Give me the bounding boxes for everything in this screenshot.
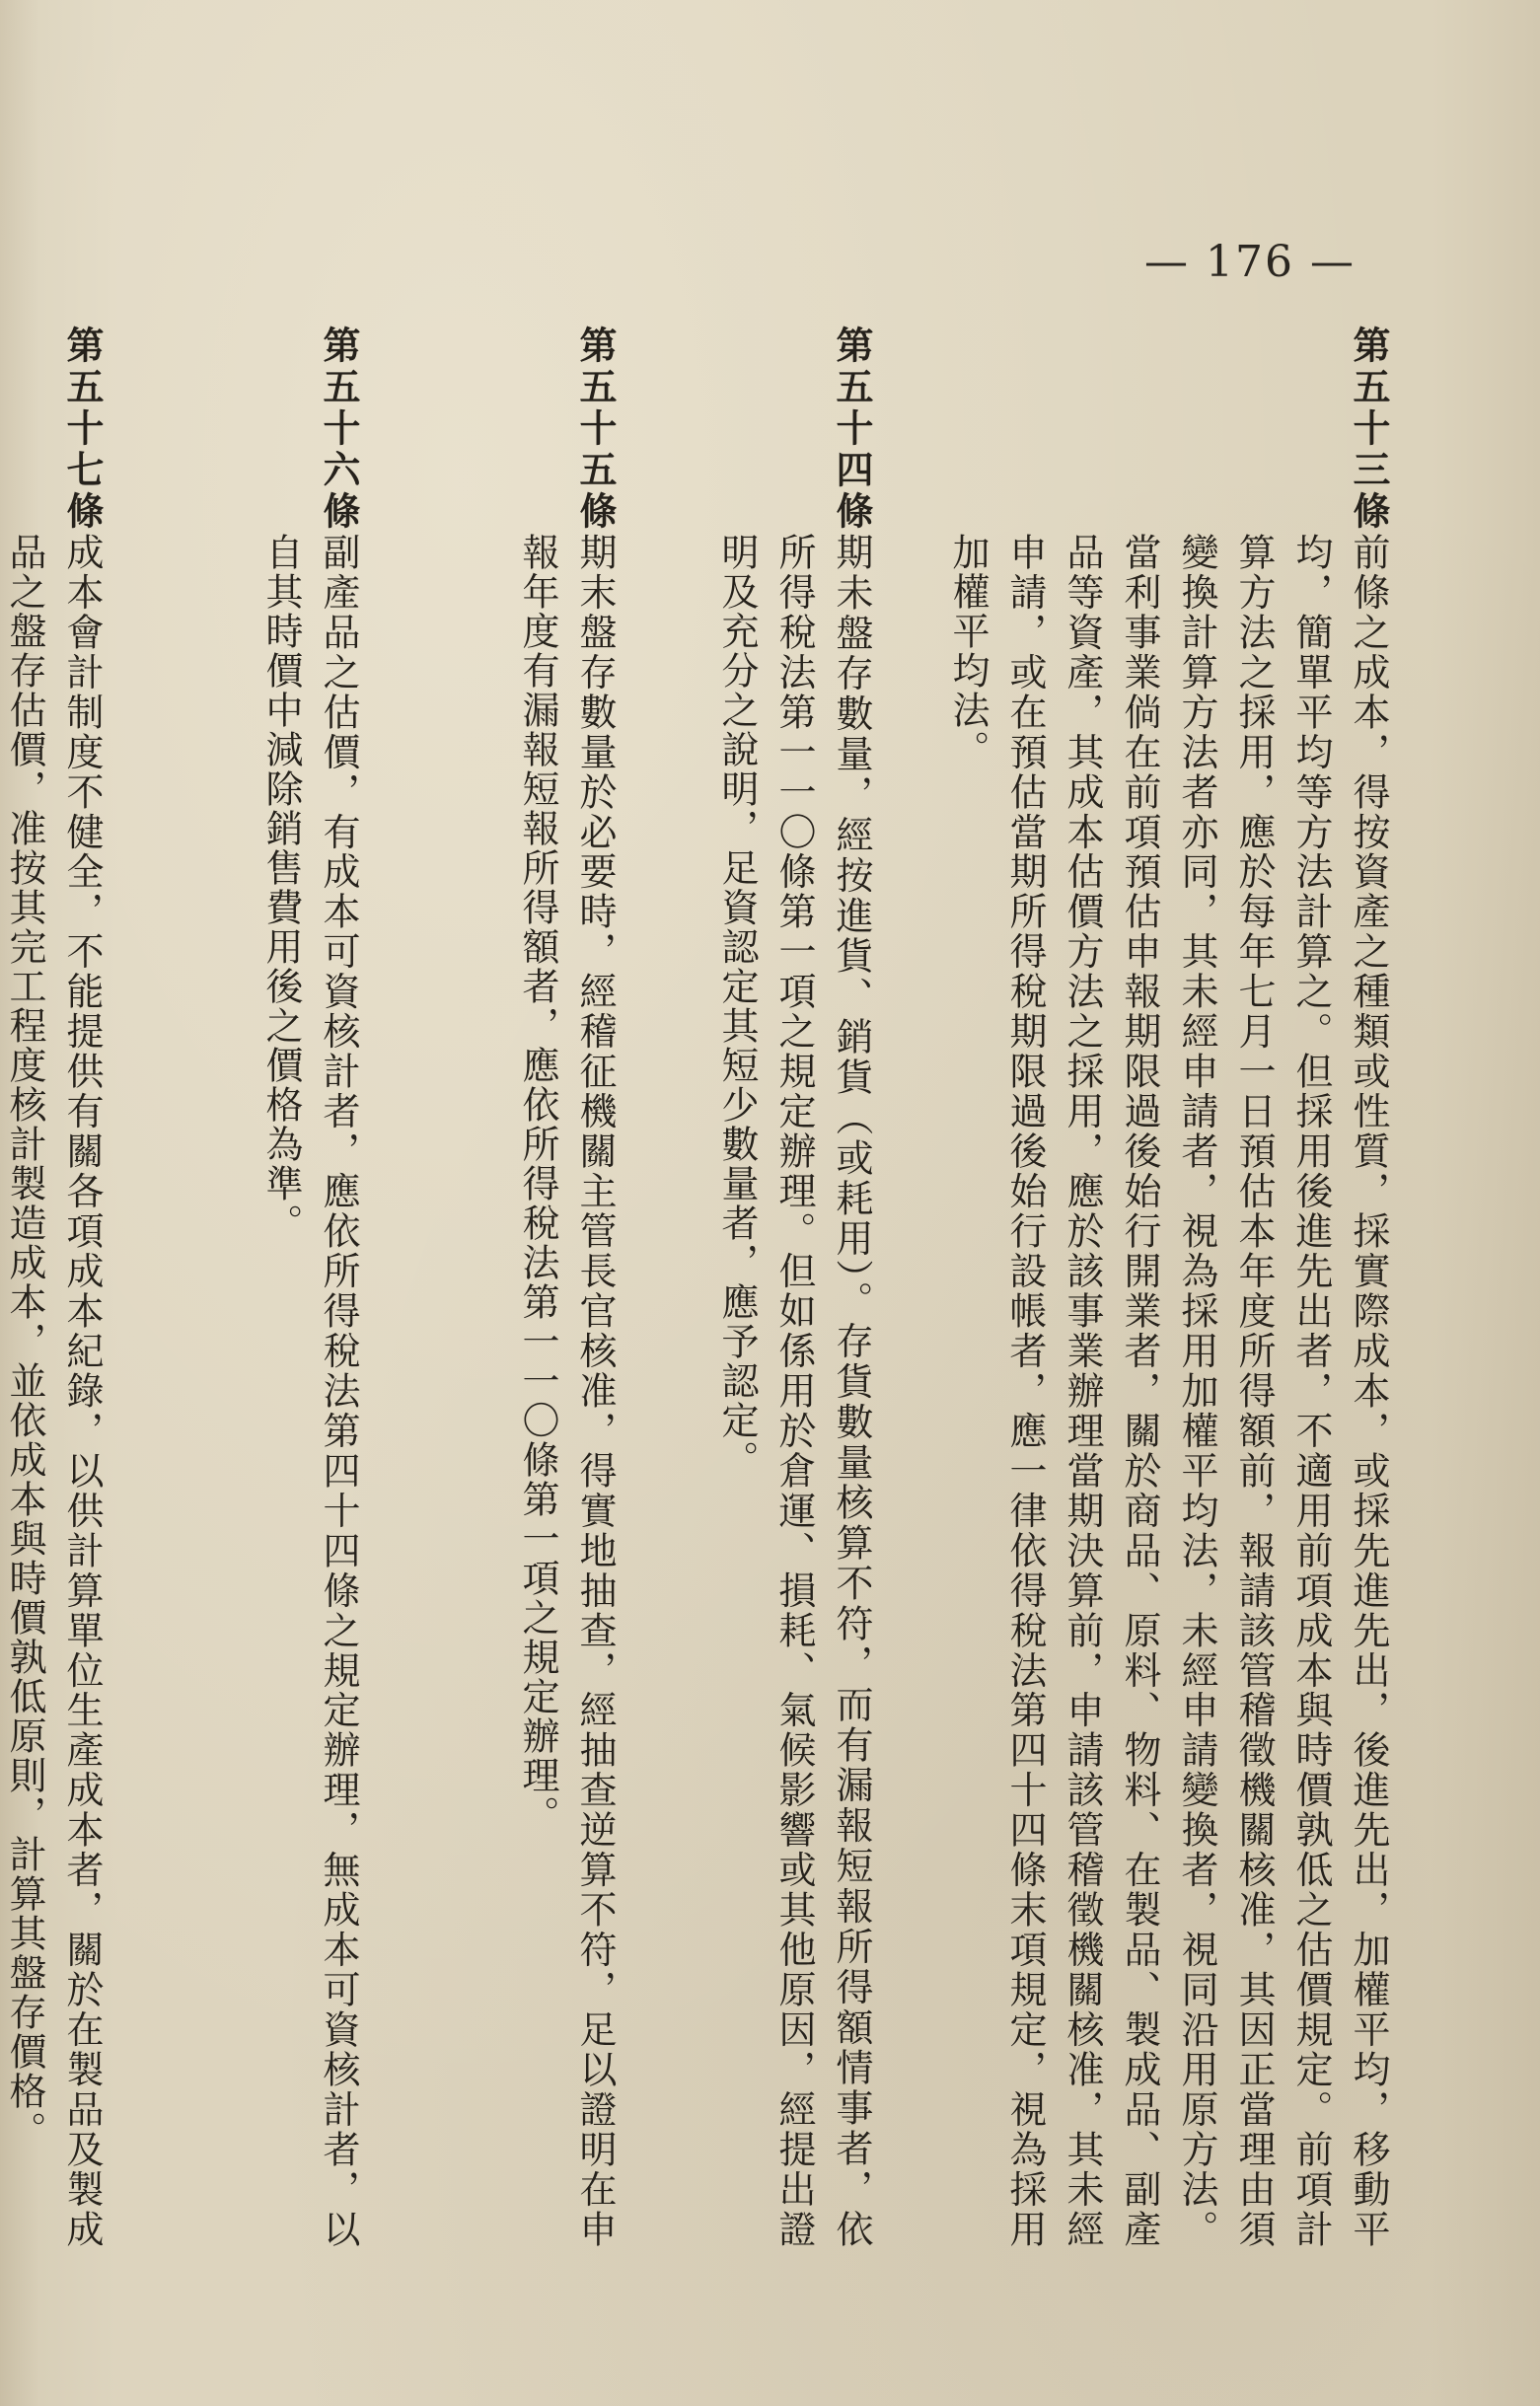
article-label: 第五十六條 bbox=[317, 326, 361, 533]
article-body: 期末盤存數量於必要時，經稽征機關主管長官核准，得實地抽查，經抽查逆算不符，足以證明在申報年度有漏報短報所得額者，應依所得稅法第一一〇條第一項之規定辦理。 bbox=[516, 533, 617, 2249]
page-number: — 176 — bbox=[1144, 237, 1356, 287]
article-55 bbox=[426, 326, 623, 2249]
article-label: 第五十五條 bbox=[573, 326, 618, 533]
article-body: 成本會計制度不健全，不能提供有關各項成本紀錄，以供計算單位生產成本者，關於在製品及製成品之盤存估價，准按其完工程度核計製造成本，並依成本與時價孰低原則，計算其盤存價格。 bbox=[3, 533, 104, 2249]
regulation-text bbox=[0, 326, 1397, 2249]
article-label: 第五十七條 bbox=[60, 326, 105, 533]
article-53 bbox=[939, 326, 1397, 2249]
article-label: 第五十四條 bbox=[830, 326, 874, 533]
article-54 bbox=[683, 326, 880, 2249]
article-body: 前條之成本，得按資產之種類或性質，採實際成本，或採先進先出，後進先出，加權平均，移動平均，簡單平均等方法計算之。但採用後進先出者，不適用前項成本與時價孰低之估價規定。前項計算方法之採用，應於每年七月一日預估本年度所得額前，報請該管稽徵機關核准，其因正當理由須變換計算方法者亦同，其未經申請者，視為採用加權平均法，未經申請變換者，視同沿用原方法。當利事業倘在前項預估申報期限過後始行開業者，關於商品、原料、物料、在製品、製成品、副產品等資產，其成本估價方法之採用，應於該事業辦理當期決算前，申請該管稽徵機關核准，其未經申請，或在預估當期所得稅期限過後始行設帳者，應一律依得稅法第四十四條末項規定，視為採用加權平均法。 bbox=[946, 533, 1390, 2249]
article-label: 第五十三條 bbox=[1347, 326, 1391, 533]
article-body: 副產品之估價，有成本可資核計者，應依所得稅法第四十四條之規定辦理，無成本可資核計者，以自其時價中減除銷售費用後之價格為準。 bbox=[259, 533, 360, 2249]
article-56 bbox=[170, 326, 367, 2249]
article-body: 期未盤存數量，經按進貨、銷貨（或耗用）。存貨數量核算不符，而有漏報短報所得額情事者，依所得稅法第一一〇條第一項之規定辦理。但如係用於倉運、損耗、氣候影響或其他原因，經提出證明及充分之說明，足資認定其短少數量者，應予認定。 bbox=[715, 533, 873, 2249]
article-57 bbox=[0, 326, 110, 2249]
